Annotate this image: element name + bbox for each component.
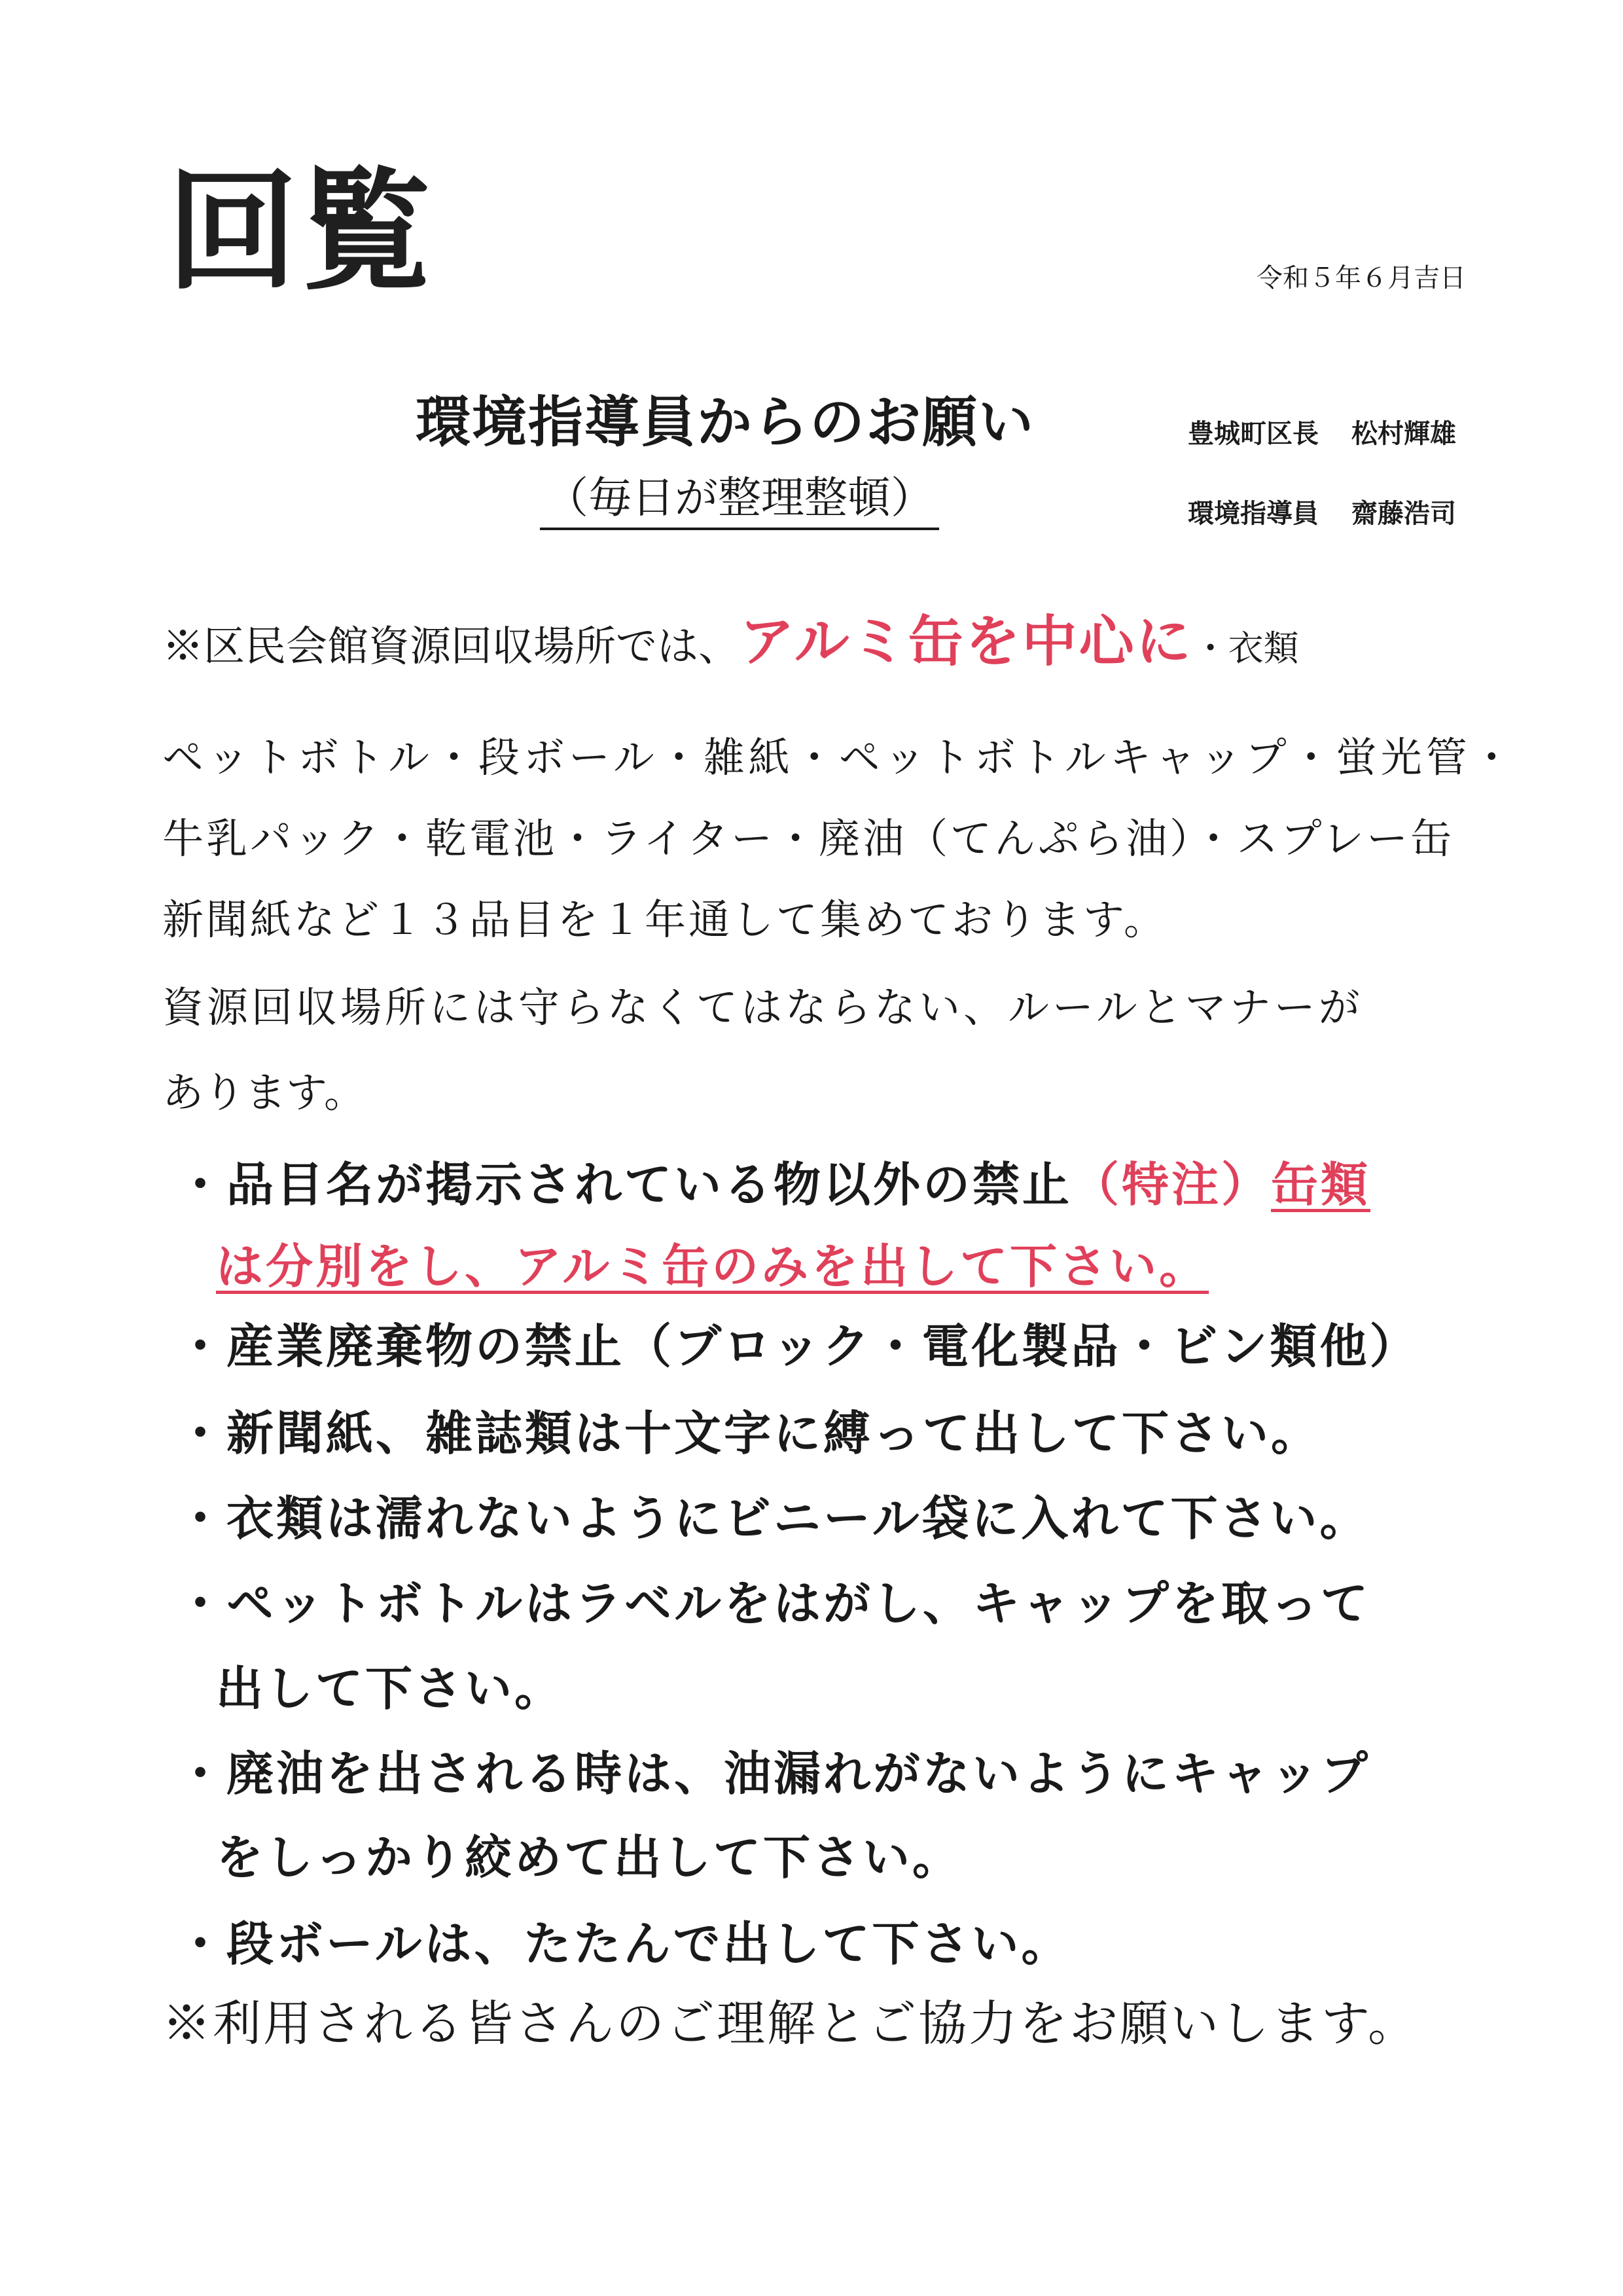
rule-item-2: ・産業廃棄物の禁止（ブロック・電化製品・ビン類他） (177, 1319, 1419, 1374)
kairan-heading: 回覧 (167, 156, 435, 308)
intro-suffix: ・衣類 (1192, 628, 1299, 669)
issue-date: 令和５年６月吉日 (1257, 263, 1466, 293)
signatory-role: 豊城町区長 (1188, 419, 1319, 449)
rule-item-1 (177, 1155, 1370, 1214)
notice-title: 環境指導員からのお願い (416, 390, 1035, 454)
rule-item-5-cont: 出して下さい。 (216, 1661, 565, 1716)
intro-highlight: アルミ缶を中心に (740, 609, 1193, 673)
items-line-3: 新聞紙など１３品目を１年通して集めております。 (162, 896, 1168, 944)
rule-item-6-cont: をしっかり絞めて出して下さい。 (216, 1830, 963, 1885)
signatory-district-head (1188, 418, 1456, 450)
rule-1-text: ・品目名が掲示されている物以外の禁止 (177, 1157, 1073, 1212)
items-line-1: ペットボトル・段ボール・雑紙・ペットボトルキャップ・蛍光管・ (162, 734, 1516, 781)
intro-prefix: ※区民会館資源回収場所では、 (162, 622, 740, 670)
closing-request: ※利用される皆さんのご理解とご協力をお願いします。 (162, 1996, 1419, 2052)
rule-1-note: （特注） (1072, 1157, 1272, 1212)
rule-item-5: ・ペットボトルはラベルをはがし、キャップを取って (177, 1576, 1371, 1631)
rule-1-highlight-a: 缶類 (1271, 1157, 1371, 1212)
signatory-name: 齋藤浩司 (1351, 499, 1456, 529)
rule-item-6: ・廃油を出される時は、油漏れがないようにキャップ (177, 1746, 1371, 1801)
rule-item-4: ・衣類は濡れないようにビニール袋に入れて下さい。 (177, 1491, 1370, 1546)
signatory-name: 松村輝雄 (1351, 419, 1456, 449)
signatory-env-instructor (1188, 497, 1456, 530)
rules-intro-line-2: あります。 (162, 1069, 365, 1117)
signatory-role: 環境指導員 (1188, 499, 1319, 529)
rules-intro-line-1: 資源回収場所には守らなくてはならない、ルールとマナーが (162, 984, 1363, 1031)
items-line-2: 牛乳パック・乾電池・ライター・廃油（てんぷら油）・スプレー缶 (162, 815, 1455, 863)
rule-1-highlight-b: は分別をし、アルミ缶のみを出して下さい。 (216, 1239, 1209, 1294)
rule-item-7: ・段ボールは、たたんで出して下さい。 (177, 1916, 1071, 1971)
notice-subtitle: （毎日が整理整頓） (540, 470, 939, 530)
intro-line (162, 609, 1299, 675)
rule-item-3: ・新聞紙、雑誌類は十文字に縛って出して下さい。 (177, 1406, 1321, 1461)
